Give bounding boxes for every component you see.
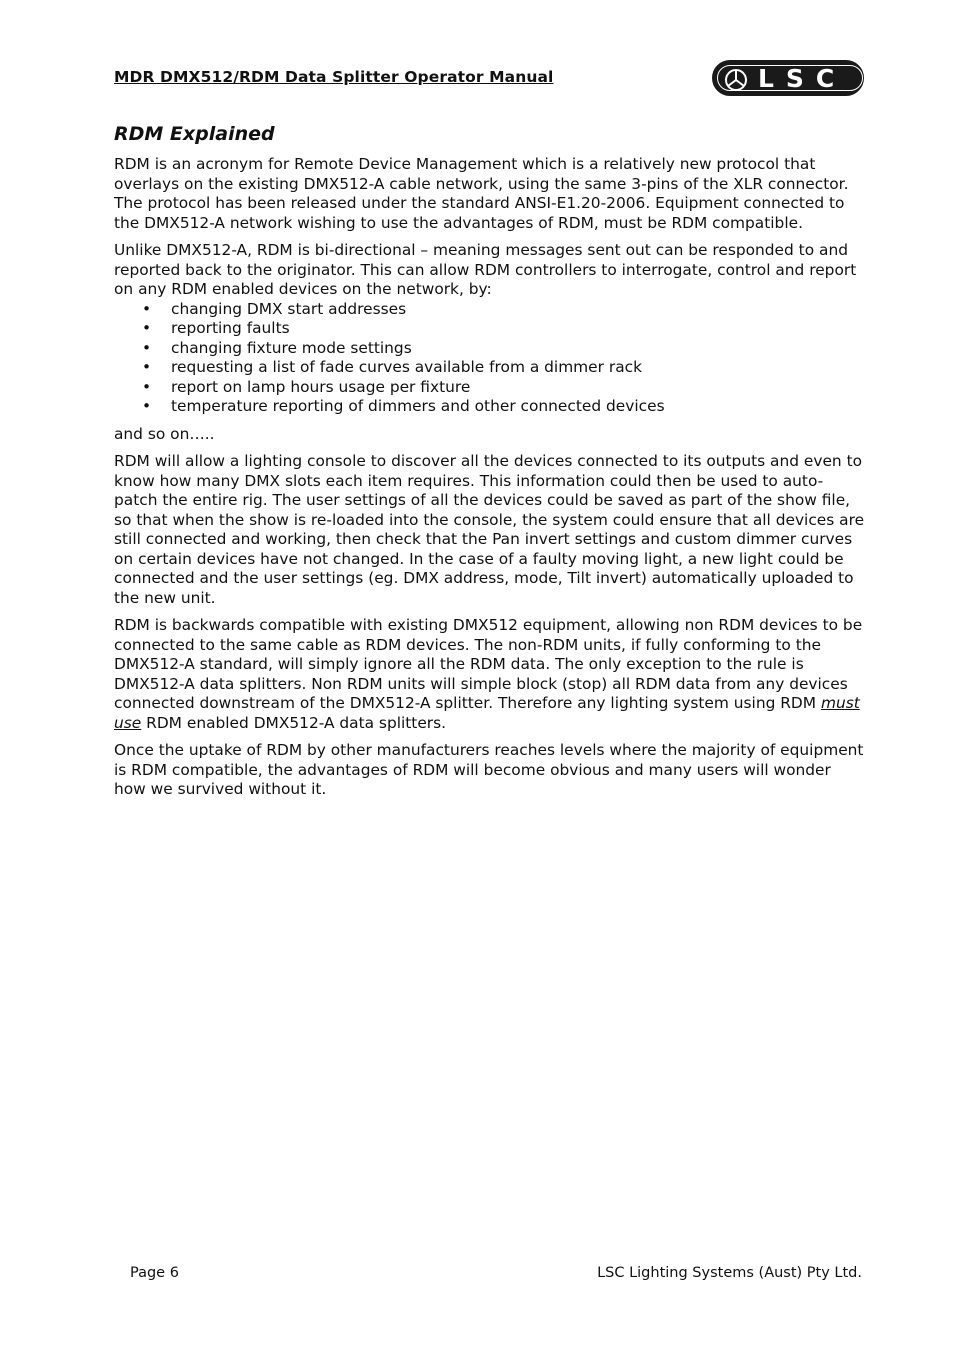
paragraph-bidirectional: Unlike DMX512-A, RDM is bi-directional – meaning messages sent out can be responded to and reported back to the originator. This can allow RDM controllers to interrogate, control and report on any RDM enabled devices on the network, by: (114, 241, 857, 298)
paragraph-compatibility (114, 616, 866, 733)
document-body (114, 155, 866, 808)
section-title: RDM Explained (114, 123, 275, 145)
emphasis-must-use: must use (114, 694, 860, 732)
paragraph-discovery: RDM will allow a lighting console to discover all the devices connected to its outputs and even to know how many DMX slots each item requires. This information could then be used to auto-patch the entire rig. The user settings of all the devices could be saved as part of the show file, so that when the show is re-loaded into the console, the system could ensure that all devices are still connected and working, then check that the Pan invert settings and custom dimmer curves on certain devices have not changed. In the case of a faulty moving light, a new light could be connected and the user settings (eg. DMX address, mode, Tilt invert) automatically uploaded to the new unit. (114, 452, 865, 607)
list-item: • temperature reporting of dimmers and other connected devices (114, 397, 866, 417)
paragraph-intro: RDM is an acronym for Remote Device Management which is a relatively new protocol that overlays on the existing DMX512-A cable network, using the same 3-pins of the XLR connector. The protocol has been released under the standard ANSI-E1.20-2006. Equipment connected to the DMX512-A network wishing to use the advantages of RDM, must be RDM compatible. (114, 155, 849, 232)
list-item: • changing DMX start addresses (114, 300, 866, 320)
list-item: • changing fixture mode settings (114, 339, 866, 359)
feature-bullet-list (114, 300, 866, 417)
compatibility-text-start: RDM is backwards compatible with existing DMX512 equipment, allowing non RDM devices to be connected to the same cable as RDM devices. The non-RDM units, if fully conforming to the DMX512-A standard, will simply ignore all the RDM data. The only exception to the rule is DMX512-A data splitters. Non RDM units will simple block (stop) all RDM data from any devices connected downstream of the DMX512-A splitter. Therefore any lighting system using RDM (114, 616, 863, 712)
lsc-logo (712, 60, 864, 96)
logo-text: LSC (758, 64, 847, 93)
list-item: • report on lamp hours usage per fixture (114, 378, 866, 398)
footer-company: LSC Lighting Systems (Aust) Pty Ltd. (597, 1265, 862, 1281)
page-number: Page 6 (130, 1265, 179, 1281)
logo-emblem-icon (724, 68, 748, 92)
paragraph-conclusion: Once the uptake of RDM by other manufacturers reaches levels where the majority of equipment is RDM compatible, the advantages of RDM will become obvious and many users will wonder how we survived without it. (114, 741, 864, 798)
paragraph-and-so-on: and so on….. (114, 424, 215, 443)
compatibility-text-end: RDM enabled DMX512-A data splitters. (141, 713, 447, 732)
list-item: • requesting a list of fade curves available from a dimmer rack (114, 358, 866, 378)
list-item: • reporting faults (114, 319, 866, 339)
document-header-title: MDR DMX512/RDM Data Splitter Operator Manual (114, 68, 554, 86)
